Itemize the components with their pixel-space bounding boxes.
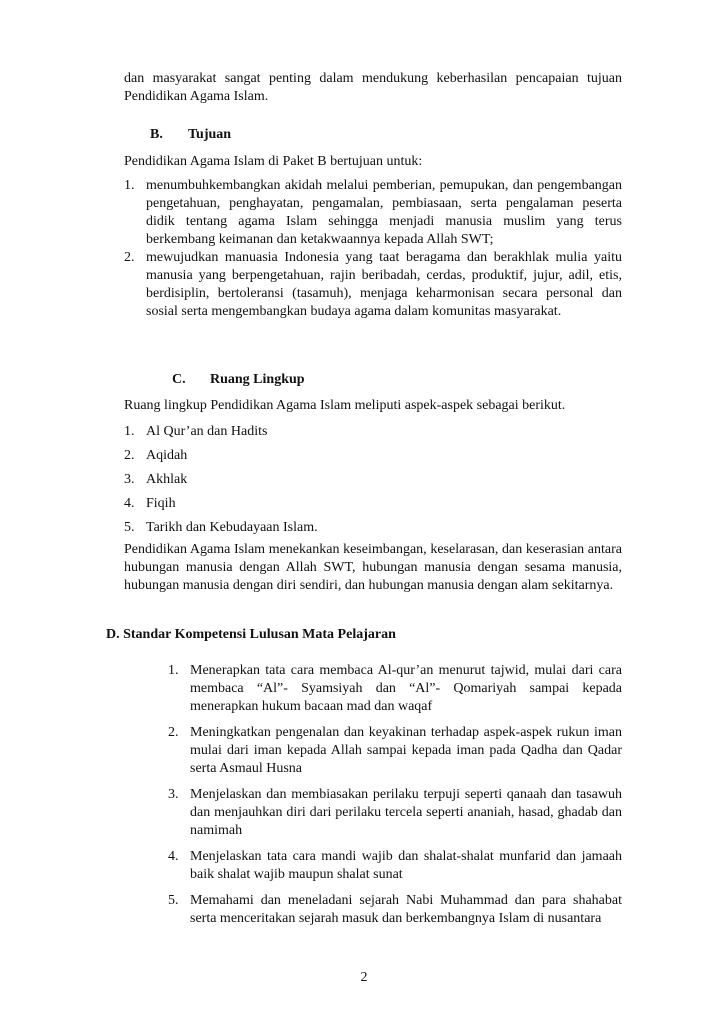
list-item [124,177,622,249]
list-item-number: 2. [168,725,179,740]
list-item-text: Menjelaskan dan membiasakan perilaku terpuji seperti qanaah dan tasawuh dan menjauhkan diri dari perilaku tercela seperti ananiah, hasad, ghadab dan namimah [190,787,622,838]
list-item-text: mewujudkan manuasia Indonesia yang taat beragama dan berakhlak mulia yaitu manusia yang berpengetahuan, rajin beribadah, cerdas, produktif, jujur, adil, etis, berdisiplin, bertoleransi (tasamuh), menjaga keharmonisan secara personal dan sosial serta mengembangkan budaya agama dalam komunitas masyarakat. [146,250,622,319]
list-item-number: 4. [124,496,135,511]
list-item-text: Akhlak [146,472,188,487]
section-d-list [168,662,622,928]
section-b-list [124,177,622,321]
intro-paragraph: dan masyarakat sangat penting dalam mendukung keberhasilan pencapaian tujuan Pendidikan Agama Islam. [124,71,622,104]
list-item-number: 5. [168,893,179,908]
list-item-text: Fiqih [146,496,176,511]
section-b-heading [150,126,231,144]
list-item-number: 1. [124,178,135,193]
list-item-text: menumbuhkembangkan akidah melalui pemberian, pemupukan, dan pengembangan pengetahuan, penghayatan, pengamalan, pembiasaan, serta pengalaman peserta didik tentang agama Islam sehingga menjadi manusia muslim yang terus berkembang keimanan dan ketakwaannya kepada Allah SWT; [146,178,622,247]
list-item-number: 5. [124,520,135,535]
list-item [168,848,622,884]
page-number: 2 [360,970,368,985]
section-c-closing: Pendidikan Agama Islam menekankan keseimbangan, keselarasan, dan keserasian antara hubungan manusia dengan Allah SWT, hubungan manusia dengan sesama manusia, hubungan manusia dengan diri sendiri, dan hubungan manusia dengan alam sekitarnya. [124,542,622,593]
section-b-letter: B. [150,127,163,142]
list-item-text: Meningkatkan pengenalan dan keyakinan terhadap aspek-aspek rukun iman mulai dari iman kepada Allah sampai kepada iman pada Qadha dan Qadar serta Asmaul Husna [190,725,622,776]
section-c-heading [172,371,305,389]
section-c-title: Ruang Lingkup [210,372,305,387]
list-item-text: Menjelaskan tata cara mandi wajib dan shalat-shalat munfarid dan jamaah baik shalat wajib maupun shalat sunat [190,849,622,882]
list-item-number: 2. [124,448,135,463]
section-b-title: Tujuan [188,127,232,142]
list-item [124,492,622,516]
list-item [168,662,622,716]
list-item-text: Al Qur’an dan Hadits [146,424,268,439]
list-item-text: Menerapkan tata cara membaca Al-qur’an menurut tajwid, mulai dari cara membaca “Al”- Syamsiyah dan “Al”- Qomariyah sampai kepada menerapkan hukum bacaan mad dan waqaf [190,663,622,714]
list-item-text: Aqidah [146,448,188,463]
list-item [168,892,622,928]
list-item [168,786,622,840]
list-item-number: 2. [124,250,135,265]
section-c-lead: Ruang lingkup Pendidikan Agama Islam meliputi aspek-aspek sebagai berikut. [124,398,566,413]
list-item-number: 4. [168,849,179,864]
list-item-number: 1. [124,424,135,439]
list-item [124,444,622,468]
list-item-number: 3. [124,472,135,487]
list-item [124,249,622,321]
list-item [124,420,622,444]
list-item-text: Memahami dan meneladani sejarah Nabi Muhammad dan para shahabat serta menceritakan sejarah masuk dan berkembangnya Islam di nusantara [190,893,622,926]
list-item [124,516,622,540]
list-item-number: 3. [168,787,179,802]
list-item [124,468,622,492]
list-item-number: 1. [168,663,179,678]
list-item-text: Tarikh dan Kebudayaan Islam. [146,520,318,535]
section-c-list [124,420,622,540]
section-c-letter: C. [172,372,186,387]
section-d-heading: D. Standar Kompetensi Lulusan Mata Pelajaran [106,627,396,642]
section-b-lead: Pendidikan Agama Islam di Paket B bertujuan untuk: [124,154,423,169]
list-item [168,724,622,778]
